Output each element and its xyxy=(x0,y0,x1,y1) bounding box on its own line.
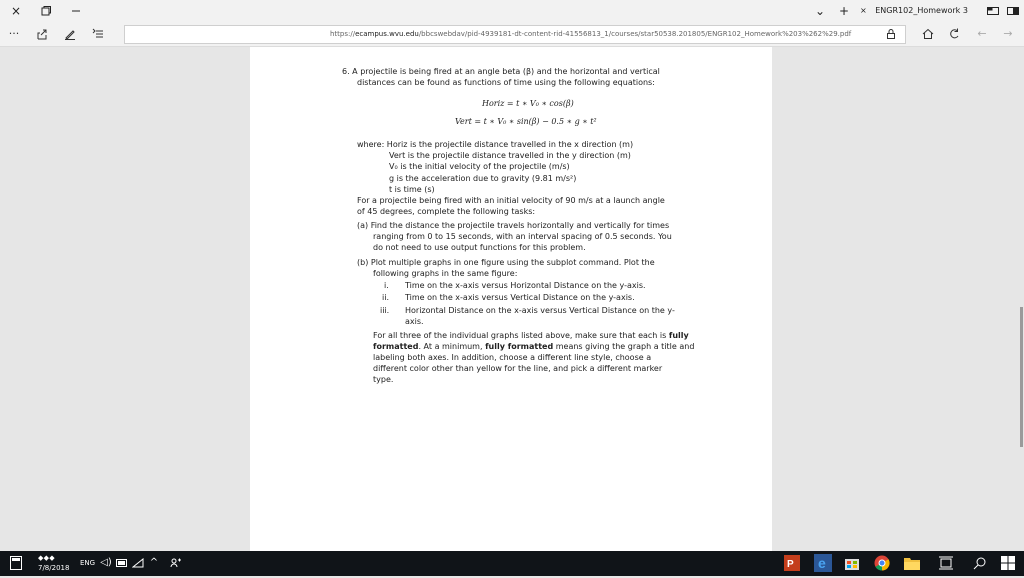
task-b-line-2: following graphs in the same figure: xyxy=(373,269,518,278)
reading-list-icon[interactable] xyxy=(90,26,106,42)
close-window-icon[interactable]: × xyxy=(10,4,22,18)
url-prefix: https:// xyxy=(330,30,356,38)
final-line-2-text-1: . At a minimum, xyxy=(418,342,486,351)
calculator-icon[interactable] xyxy=(8,555,24,571)
svg-text:P: P xyxy=(787,559,794,570)
final-line-2 xyxy=(373,341,694,352)
context-line-1: For a projectile being fired with an initial velocity of 90 m/s at a launch angle xyxy=(357,196,665,205)
final-line-1-text: For all three of the individual graphs listed above, make sure that each is xyxy=(373,331,669,340)
window-title-bar xyxy=(0,0,1024,22)
svg-text:e: e xyxy=(818,555,826,571)
task-b-ii: Time on the x-axis versus Vertical Distance on the y-axis. xyxy=(405,293,635,302)
taskbar xyxy=(0,551,1024,576)
clock[interactable] xyxy=(38,553,69,573)
date-display: 7/8/2018 xyxy=(38,564,70,572)
security-lock-icon[interactable] xyxy=(883,26,899,42)
url-text[interactable] xyxy=(330,28,851,41)
set-tabs-aside-icon[interactable] xyxy=(1005,3,1021,19)
chrome-icon[interactable] xyxy=(874,555,890,571)
equation-horiz: Horiz = t ∗ V₀ ∗ cos(β) xyxy=(482,99,574,108)
active-tab[interactable] xyxy=(860,3,968,19)
problem-intro-line-2: distances can be found as functions of time using the following equations: xyxy=(357,78,655,87)
task-b-line-1: (b) Plot multiple graphs in one figure using the subplot command. Plot the xyxy=(357,258,655,267)
start-windows-icon[interactable] xyxy=(1000,555,1016,571)
tab-list-icon[interactable]: ⌄ xyxy=(814,4,826,18)
where-line-5: t is time (s) xyxy=(389,185,435,194)
final-line-2-text-2: means giving the graph a title and xyxy=(553,342,695,351)
where-line-1: where: Horiz is the projectile distance travelled in the x direction (m) xyxy=(357,140,634,149)
forward-icon[interactable]: → xyxy=(1003,27,1013,40)
problem-intro-line-1: 6. A projectile is being fired at an angle beta (β) and the horizontal and vertical xyxy=(342,67,660,76)
url-host: ecampus.wvu.edu xyxy=(355,30,419,38)
final-line-1 xyxy=(373,330,689,341)
task-a-line-3: do not need to use output functions for this problem. xyxy=(373,243,586,252)
people-icon[interactable] xyxy=(168,555,184,571)
task-b-i: Time on the x-axis versus Horizontal Distance on the y-axis. xyxy=(405,281,646,290)
show-hidden-icons-chevron[interactable]: ^ xyxy=(149,557,159,568)
task-a-line-2: ranging from 0 to 15 seconds, with an interval spacing of 0.5 seconds. You xyxy=(373,232,672,241)
task-b-i-number: i. xyxy=(384,281,389,290)
store-icon[interactable] xyxy=(844,555,860,571)
edge-browser-icon[interactable] xyxy=(814,555,830,571)
pdf-viewer xyxy=(0,47,1024,551)
task-a-line-1: (a) Find the distance the projectile travels horizontally and vertically for times xyxy=(357,221,670,230)
restore-icon[interactable] xyxy=(38,3,54,19)
share-icon[interactable] xyxy=(34,26,50,42)
where-line-4: g is the acceleration due to gravity (9.81 m/s²) xyxy=(389,174,577,183)
task-b-iii-number: iii. xyxy=(380,306,390,315)
task-b-ii-number: ii. xyxy=(382,293,389,302)
final-line-3: labeling both axes. In addition, choose a different line style, choose a xyxy=(373,353,652,362)
final-line-1-bold: fully xyxy=(668,331,689,340)
final-line-5: type. xyxy=(373,375,394,384)
volume-icon[interactable]: ◁) xyxy=(100,557,112,568)
address-field[interactable] xyxy=(124,25,906,44)
new-tab-button[interactable]: + xyxy=(838,4,850,18)
battery-icon[interactable] xyxy=(114,555,130,571)
more-icon[interactable]: ··· xyxy=(8,27,20,40)
context-line-2: of 45 degrees, complete the following tasks: xyxy=(357,207,536,216)
task-b-iii-line-1: Horizontal Distance on the x-axis versus Vertical Distance on the y- xyxy=(405,306,675,315)
pdf-page xyxy=(250,47,772,551)
where-line-3: V₀ is the initial velocity of the projectile (m/s) xyxy=(389,162,570,171)
home-icon[interactable] xyxy=(920,26,936,42)
task-b-iii-line-2: axis. xyxy=(405,317,424,326)
address-toolbar xyxy=(0,22,1024,47)
time-display: ◆ ◆ ◆ xyxy=(38,554,54,562)
pen-icon[interactable] xyxy=(62,26,78,42)
url-path: /bbcswebdav/pid-4939181-dt-content-rid-41556813_1/courses/star50538.201805/ENGR102_Homework%203%262%29.pdf xyxy=(418,30,852,38)
final-line-4: different color other than yellow for the line, and pick a different marker xyxy=(373,364,663,373)
search-icon[interactable] xyxy=(972,555,988,571)
tab-close-icon[interactable]: × xyxy=(860,6,867,15)
minimize-icon[interactable] xyxy=(68,3,84,19)
language-indicator[interactable]: ENG xyxy=(80,559,96,567)
equation-vert: Vert = t ∗ V₀ ∗ sin(β) − 0.5 ∗ g ∗ t² xyxy=(455,117,597,126)
back-icon[interactable]: ← xyxy=(977,27,987,40)
final-line-2-bold-2: fully formatted xyxy=(485,342,554,351)
task-view-icon[interactable] xyxy=(938,555,954,571)
vertical-scrollbar[interactable] xyxy=(1020,307,1023,447)
refresh-icon[interactable] xyxy=(946,26,962,42)
tab-title: ENGR102_Homework 3 xyxy=(875,6,968,15)
powerpoint-icon[interactable] xyxy=(784,555,800,571)
final-line-2-bold-1: formatted xyxy=(373,342,419,351)
wifi-icon[interactable] xyxy=(130,555,146,571)
where-line-2: Vert is the projectile distance travelled in the y direction (m) xyxy=(389,151,631,160)
file-explorer-icon[interactable] xyxy=(904,555,920,571)
tab-preview-icon[interactable] xyxy=(985,3,1001,19)
